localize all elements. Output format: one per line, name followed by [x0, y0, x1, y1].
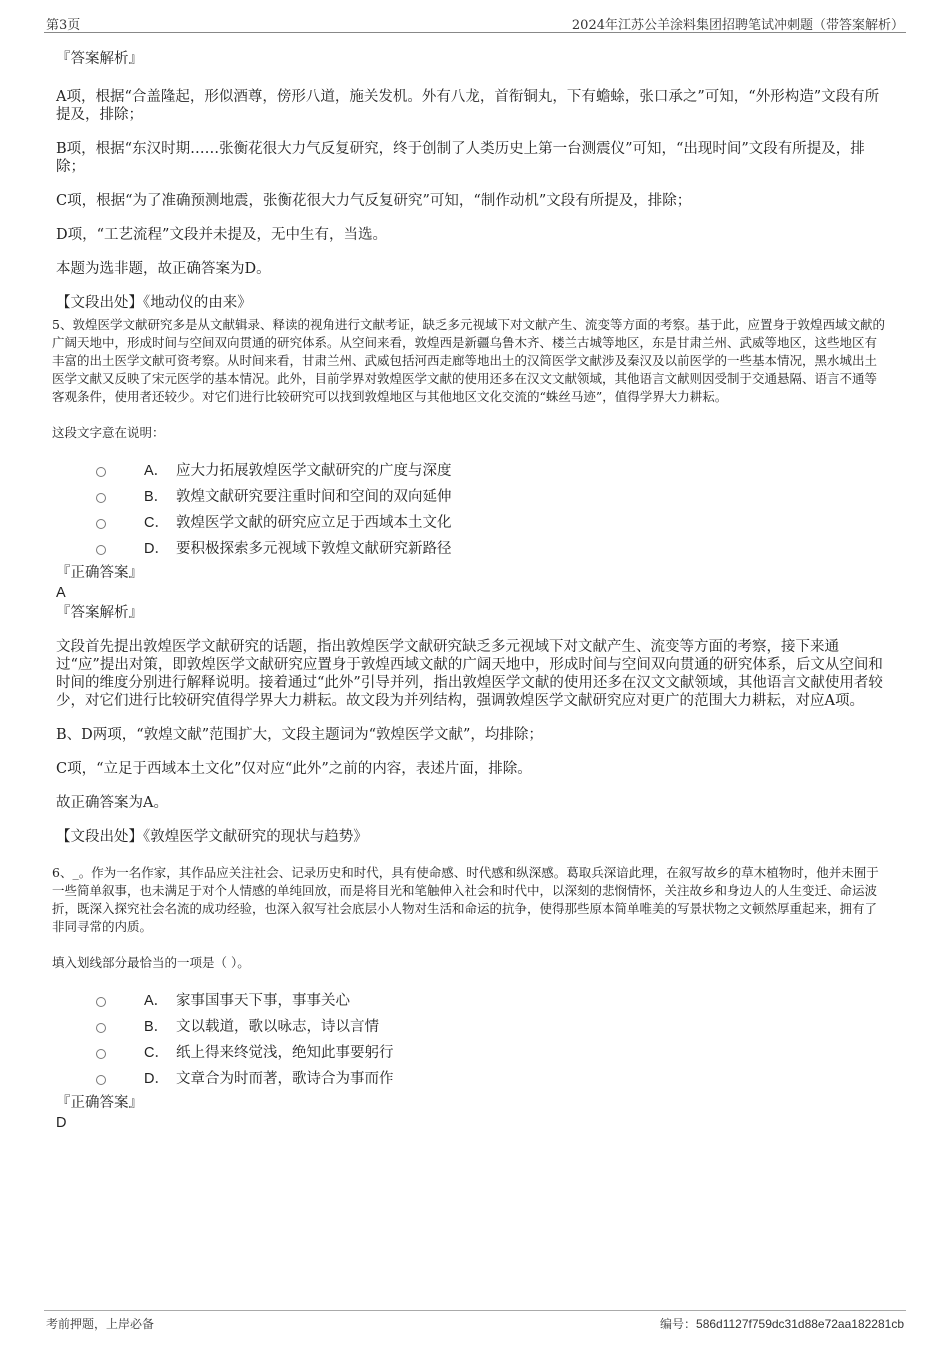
- document-title: 2024年江苏公羊涂料集团招聘笔试冲刺题（带答案解析）: [571, 18, 904, 33]
- page-header: [44, 12, 906, 33]
- q5-answer-label: 『正确答案』: [56, 565, 143, 581]
- radio-button[interactable]: [96, 1049, 106, 1059]
- radio-button[interactable]: [96, 493, 106, 503]
- q5-conclusion: 故正确答案为A。: [56, 795, 168, 811]
- q5-analysis-bd: B、D两项，“敦煌文献”范围扩大，文段主题词为“敦煌医学文献”，均排除；: [56, 727, 543, 743]
- q6-options: [56, 988, 886, 1092]
- radio-button[interactable]: [96, 545, 106, 555]
- q5-analysis-label: 『答案解析』: [56, 605, 143, 621]
- q6-option-c[interactable]: C． 纸上得来终觉浅，绝知此事要躬行: [56, 1040, 886, 1066]
- footer-code: [660, 1315, 904, 1332]
- q6-option-a[interactable]: A． 家事国事天下事，事事关心: [56, 988, 886, 1014]
- q5-option-c[interactable]: C． 敦煌医学文献的研究应立足于西域本土文化: [56, 510, 886, 536]
- q4-analysis-b: B项，根据“东汉时期……张衡花很大力气反复研究，终于创制了人类历史上第一台测震仪”可知，“出现时间”文段有所提及，排除；: [56, 141, 865, 175]
- footer-slogan: 考前押题，上岸必备: [46, 1317, 155, 1331]
- q4-analysis-a: A项，根据“合盖隆起，形似酒尊，傍形八道，施关发机。外有八龙，首衔铜丸，下有蟾蜍，张口承之”可知，“外形构造”文段有所提及，排除；: [56, 89, 880, 123]
- q5-analysis-c: C项，“立足于西域本土文化”仅对应“此外”之前的内容，表述片面，排除。: [56, 761, 532, 777]
- q5-option-d[interactable]: D． 要积极探索多元视域下敦煌文献研究新路径: [56, 536, 886, 562]
- q6-stem: 6、_。作为一名作家，其作品应关注社会、记录历史和时代，具有使命感、时代感和纵深感。葛取兵深谙此理，在叙写故乡的草木植物时，他并未囿于一些简单叙事，也未满足于对个人情感的单纯回放，而是将目光和笔触伸入社会和时代中，以深刻的悲悯情怀，关注故乡和身边人的人生变迁、命运波折，既深入探究社会名流的成功经验，也深入叙写社会底层小人物对生活和命运的抗争，使得那些原本简单唯美的写景状物之文顿然厚重起来，拥有了非同寻常的内质。: [52, 865, 879, 934]
- q4-analysis-c: C项，根据“为了准确预测地震，张衡花很大力气反复研究”可知，“制作动机”文段有所提及，排除；: [56, 193, 692, 209]
- q5-option-a[interactable]: A． 应大力拓展敦煌医学文献研究的广度与深度: [56, 458, 886, 484]
- footer-code-label: 编号：: [660, 1317, 697, 1331]
- radio-button[interactable]: [96, 1075, 106, 1085]
- footer-code-value: 586d1127f759dc31d88e72aa182281cb: [696, 1317, 904, 1331]
- q6-answer-label: 『正确答案』: [56, 1095, 143, 1111]
- radio-button[interactable]: [96, 519, 106, 529]
- q5-source: 【文段出处】《敦煌医学文献研究的现状与趋势》: [56, 829, 368, 845]
- q5-stem: 5、敦煌医学文献研究多是从文献辑录、释读的视角进行文献考证，缺乏多元视域下对文献产生、流变等方面的考察。基于此，应置身于敦煌西域文献的广阔天地中，形成时间与空间双向贯通的研究体系。从空间来看，敦煌西是新疆乌鲁木齐、楼兰古城等地区，东是甘肃兰州、武威等地区，这些地区有丰富的出土医学文献可资考察。从时间来看，甘肃兰州、武威包括河西走廊等地出土的汉简医学文献涉及秦汉及以前医学的一些基本情况，黑水城出土医学文献又反映了宋元医学的基本情况。此外，目前学界对敦煌医学文献的使用还多在汉文文献领域，其他语言文献则因受制于交通悬隔、语言不通等客观条件，使用者还较少。对它们进行比较研究可以找到敦煌地区与其他地区文化交流的“蛛丝马迹”，值得学界大力耕耘。: [52, 317, 885, 404]
- q5-options: [56, 458, 886, 562]
- radio-button[interactable]: [96, 997, 106, 1007]
- page-content: [52, 44, 886, 1132]
- radio-button[interactable]: [96, 1023, 106, 1033]
- q5-answer: A: [56, 585, 66, 601]
- q4-analysis-label: 『答案解析』: [56, 51, 143, 67]
- q4-analysis-d: D项，“工艺流程”文段并未提及，无中生有，当选。: [56, 227, 387, 243]
- radio-button[interactable]: [96, 467, 106, 477]
- q4-source: 【文段出处】《地动仪的由来》: [56, 295, 252, 311]
- page-number: 第3页: [46, 18, 81, 33]
- q6-option-d[interactable]: D． 文章合为时而著，歌诗合为事而作: [56, 1066, 886, 1092]
- q6-answer: D: [56, 1115, 67, 1131]
- q6-option-b[interactable]: B． 文以载道，歌以咏志，诗以言情: [56, 1014, 886, 1040]
- q4-conclusion: 本题为选非题，故正确答案为D。: [56, 261, 271, 277]
- q5-analysis: 文段首先提出敦煌医学文献研究的话题，指出敦煌医学文献研究缺乏多元视域下对文献产生、流变等方面的考察，接下来通过“应”提出对策，即敦煌医学文献研究应置身于敦煌西域文献的广阔天地中，形成时间与空间双向贯通的研究体系，后文从空间和时间的维度分别进行解释说明。接着通过“此外”引导并列，指出敦煌医学文献的使用还多在汉文文献领域，其他语言文献使用者较少，对它们进行比较研究值得学界大力耕耘。故文段为并列结构，强调敦煌医学文献研究应对更广的范围大力耕耘，对应A项。: [56, 639, 883, 709]
- page-footer: [44, 1310, 906, 1333]
- q5-option-b[interactable]: B． 敦煌文献研究要注重时间和空间的双向延伸: [56, 484, 886, 510]
- q6-prompt: 填入划线部分最恰当的一项是（ ）。: [52, 955, 250, 970]
- q5-prompt: 这段文字意在说明：: [52, 425, 165, 440]
